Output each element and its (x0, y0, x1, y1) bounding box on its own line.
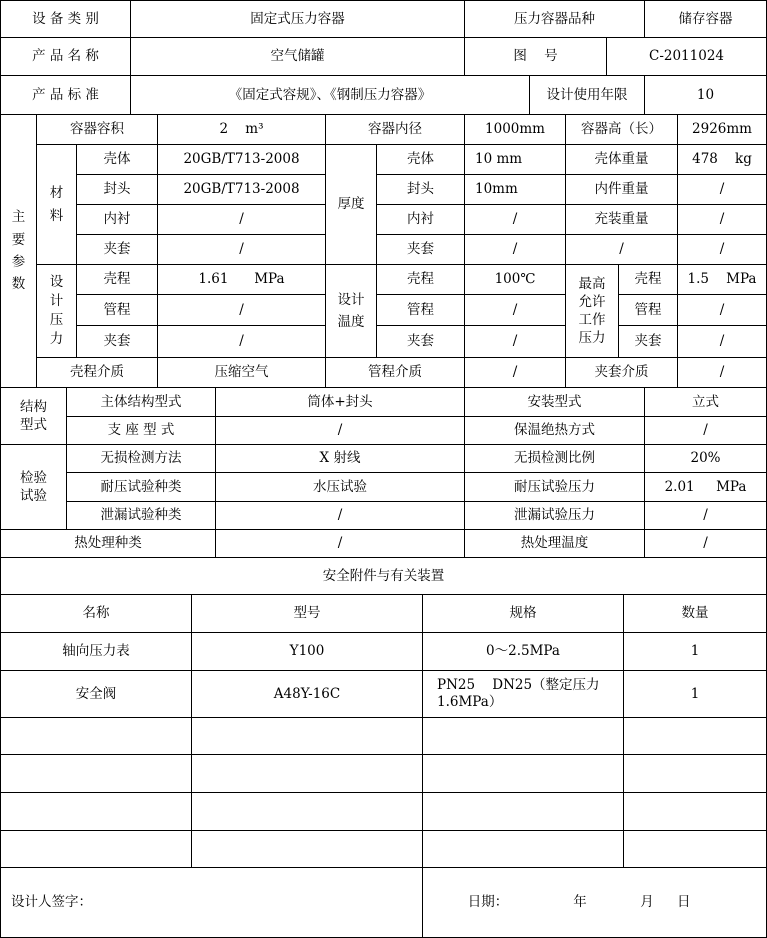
temp-tube-side-value: / (464, 294, 566, 326)
design-life-label: 设计使用年限 (529, 75, 645, 115)
support-type-label: 支 座 型 式 (66, 416, 216, 445)
pressure-jacket-label: 夹套 (76, 325, 158, 358)
accessory-empty-cell (623, 792, 767, 831)
shell-medium-label: 壳程介质 (36, 357, 158, 388)
install-type-value: 立式 (644, 387, 767, 417)
volume-value: 2 m³ (157, 114, 326, 145)
material-section-label: 材 料 (36, 144, 77, 265)
leak-test-type-label: 泄漏试验种类 (66, 501, 216, 530)
main-params-section-label: 主 要 参 数 (0, 114, 37, 388)
accessory-row-1-model: Y100 (191, 632, 423, 671)
accessory-empty-cell (623, 754, 767, 793)
weight-label-filling: 充装重量 (565, 204, 678, 235)
accessory-empty-cell (0, 754, 192, 793)
volume-label: 容器容积 (36, 114, 158, 145)
accessory-empty-cell (191, 717, 423, 755)
material-shell-label: 壳体 (76, 144, 158, 175)
accessory-row-2-name: 安全阀 (0, 670, 192, 718)
accessory-empty-cell (422, 717, 624, 755)
jacket-medium-value: / (677, 357, 767, 388)
max-pressure-tube-side-label: 管程 (618, 294, 678, 326)
accessory-empty-cell (422, 830, 624, 868)
weight-value-filling: / (677, 204, 767, 235)
temp-jacket-value: / (464, 325, 566, 358)
accessories-title: 安全附件与有关装置 (0, 557, 767, 595)
temp-shell-side-label: 壳程 (376, 264, 465, 295)
tube-medium-value: / (464, 357, 566, 388)
pressure-test-type-label: 耐压试验种类 (66, 472, 216, 502)
accessory-empty-cell (191, 792, 423, 831)
accessory-empty-cell (422, 754, 624, 793)
accessory-empty-cell (623, 830, 767, 868)
heat-treatment-type-value: / (215, 529, 465, 558)
accessory-empty-cell (0, 792, 192, 831)
material-lining-value: / (157, 204, 326, 235)
weight-label-shell: 壳体重量 (565, 144, 678, 175)
structure-section-label: 结构 型式 (0, 387, 67, 445)
product-standard-value: 《固定式容规》、《钢制压力容器》 (130, 75, 530, 115)
accessory-empty-cell (623, 717, 767, 755)
accessory-empty-cell (0, 830, 192, 868)
main-structure-type-value: 筒体+封头 (215, 387, 465, 417)
equipment-category-value: 固定式压力容器 (130, 0, 465, 38)
install-type-label: 安装型式 (464, 387, 645, 417)
insulation-type-value: / (644, 416, 767, 445)
heat-treatment-type-label: 热处理种类 (0, 529, 216, 558)
product-name-label: 产 品 名 称 (0, 37, 131, 76)
leak-test-pressure-label: 泄漏试验压力 (464, 501, 645, 530)
height-label: 容器高（长） (565, 114, 678, 145)
date-label: 日期： (467, 894, 509, 911)
pressure-test-pressure-value: 2.01 MPa (644, 472, 767, 502)
pressure-tube-side-value: / (157, 294, 326, 326)
max-pressure-tube-side-value: / (677, 294, 767, 326)
material-shell-value: 20GB/T713-2008 (157, 144, 326, 175)
accessory-row-1-spec: 0～2.5MPa (422, 632, 624, 671)
accessory-row-2-spec: PN25 DN25（整定压力 1.6MPa） (422, 670, 624, 718)
accessories-header-quantity: 数量 (623, 594, 767, 633)
jacket-medium-label: 夹套介质 (565, 357, 678, 388)
pressure-test-pressure-label: 耐压试验压力 (464, 472, 645, 502)
ndt-method-value: X 射线 (215, 444, 465, 473)
heat-treatment-temp-value: / (644, 529, 767, 558)
thickness-lining-value: / (464, 204, 566, 235)
drawing-no-value: C-2011024 (606, 37, 767, 76)
pressure-tube-side-label: 管程 (76, 294, 158, 326)
accessories-header-name: 名称 (0, 594, 192, 633)
accessories-header-spec: 规格 (422, 594, 624, 633)
weight-label-extra: / (565, 234, 678, 265)
vessel-variety-label: 压力容器品种 (464, 0, 645, 38)
accessory-empty-cell (191, 754, 423, 793)
pressure-jacket-value: / (157, 325, 326, 358)
height-value: 2926mm (677, 114, 767, 145)
material-head-label: 封头 (76, 174, 158, 205)
accessory-empty-cell (191, 830, 423, 868)
tube-medium-label: 管程介质 (325, 357, 465, 388)
date-cell (422, 867, 767, 938)
material-jacket-label: 夹套 (76, 234, 158, 265)
temp-shell-side-value: 100℃ (464, 264, 566, 295)
thickness-head-value: 10mm (464, 174, 566, 205)
max-pressure-shell-side-label: 壳程 (618, 264, 678, 295)
heat-treatment-temp-label: 热处理温度 (464, 529, 645, 558)
temp-jacket-label: 夹套 (376, 325, 465, 358)
ndt-ratio-value: 20% (644, 444, 767, 473)
ndt-method-label: 无损检测方法 (66, 444, 216, 473)
product-standard-label: 产 品 标 准 (0, 75, 131, 115)
pressure-test-type-value: 水压试验 (215, 472, 465, 502)
pressure-shell-side-value: 1.61 MPa (157, 264, 326, 295)
product-name-value: 空气储罐 (130, 37, 465, 76)
accessory-row-2-model: A48Y-16C (191, 670, 423, 718)
leak-test-type-value: / (215, 501, 465, 530)
thickness-lining-label: 内衬 (376, 204, 465, 235)
shell-medium-value: 压缩空气 (157, 357, 326, 388)
accessory-empty-cell (0, 717, 192, 755)
weight-value-internals: / (677, 174, 767, 205)
date-year: 年 (573, 894, 587, 911)
accessory-empty-cell (422, 792, 624, 831)
weight-value-shell: 478 kg (677, 144, 767, 175)
date-day: 日 (677, 894, 691, 911)
max-pressure-shell-side-value: 1.5 MPa (677, 264, 767, 295)
date-month: 月 (640, 894, 654, 911)
drawing-no-label: 图 号 (464, 37, 607, 76)
thickness-shell-label: 壳体 (376, 144, 465, 175)
material-jacket-value: / (157, 234, 326, 265)
main-structure-type-label: 主体结构型式 (66, 387, 216, 417)
thickness-section-label: 厚度 (325, 144, 377, 265)
inner-diameter-value: 1000mm (464, 114, 566, 145)
material-head-value: 20GB/T713-2008 (157, 174, 326, 205)
max-pressure-jacket-label: 夹套 (618, 325, 678, 358)
accessory-row-1-name: 轴向压力表 (0, 632, 192, 671)
thickness-jacket-value: / (464, 234, 566, 265)
designer-signature-label: 设计人签字： (11, 894, 92, 911)
thickness-jacket-label: 夹套 (376, 234, 465, 265)
inspection-section-label: 检验 试验 (0, 444, 67, 530)
insulation-type-label: 保温绝热方式 (464, 416, 645, 445)
leak-test-pressure-value: / (644, 501, 767, 530)
thickness-head-label: 封头 (376, 174, 465, 205)
accessories-header-model: 型号 (191, 594, 423, 633)
ndt-ratio-label: 无损检测比例 (464, 444, 645, 473)
accessory-row-1-quantity: 1 (623, 632, 767, 671)
weight-label-internals: 内件重量 (565, 174, 678, 205)
design-life-value: 10 (644, 75, 767, 115)
temp-tube-side-label: 管程 (376, 294, 465, 326)
material-lining-label: 内衬 (76, 204, 158, 235)
accessory-row-2-quantity: 1 (623, 670, 767, 718)
design-pressure-section-label: 设 计 压 力 (36, 264, 77, 358)
max-pressure-jacket-value: / (677, 325, 767, 358)
designer-signature-cell (0, 867, 423, 938)
inner-diameter-label: 容器内径 (325, 114, 465, 145)
equipment-category-label: 设 备 类 别 (0, 0, 131, 38)
thickness-shell-value: 10 mm (464, 144, 566, 175)
max-pressure-section-label: 最高 允许 工作 压力 (565, 264, 619, 358)
weight-value-extra: / (677, 234, 767, 265)
vessel-variety-value: 储存容器 (644, 0, 767, 38)
support-type-value: / (215, 416, 465, 445)
pressure-shell-side-label: 壳程 (76, 264, 158, 295)
design-temp-section-label: 设计 温度 (325, 264, 377, 358)
